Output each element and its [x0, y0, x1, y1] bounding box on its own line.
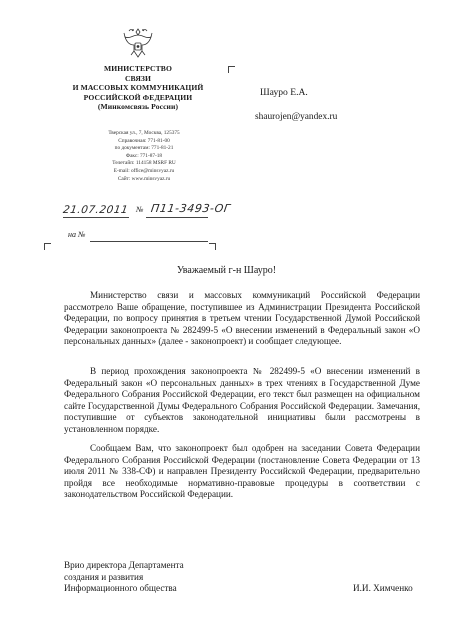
- contact-line: по документам: 771-81-21: [114, 145, 174, 152]
- signer-name: И.И. Химченко: [353, 583, 413, 593]
- registration-date: 21.07.2011: [62, 204, 129, 216]
- subject-corner-mark-right: [209, 243, 216, 250]
- ministry-name: [52, 64, 224, 112]
- russian-coat-of-arms-icon: [121, 25, 155, 61]
- ministry-contacts: [84, 130, 204, 183]
- letter-paragraph: В период прохождения законопроекта № 282499-5 «О внесении изменений в Федеральный закон «О персональных данных» в трех чтениях в Государственной Думе Федерального Собрания Российской Федерации, его текст был размещен на официальном сайте Государственной Думы Федерального Собрания Российской Федерации. Замечания, поступившие от субъектов законодательной инициативы были рассмотрены в установленном порядке.: [64, 366, 420, 434]
- contact-line: E-mail: office@minsvyaz.ru: [113, 167, 175, 174]
- registration-number: П11-3493-ОГ: [150, 202, 232, 215]
- registration-number-label: №: [136, 205, 144, 214]
- ministry-line: И МАССОВЫХ КОММУНИКАЦИЙ: [72, 83, 204, 93]
- ministry-line: РОССИЙСКОЙ ФЕДЕРАЦИИ: [83, 92, 193, 102]
- letter-paragraph: Сообщаем Вам, что законопроект был одобрен на заседании Совета Федерации Федерального Собрания Российской Федерации (постановление Совета Федерации от 13 июля 2011 № 338-СФ) и направлен Президенту Российской Федерации, предварительно пройдя все необходимые нормативно-правовые процедуры в соответствии с законодательством Российской Федерации.: [64, 443, 420, 500]
- contact-line: Сайт: www.minsvyaz.ru: [117, 175, 171, 182]
- ministry-line: МИНИСТЕРСТВО: [104, 64, 172, 73]
- subject-corner-mark-left: [44, 243, 51, 250]
- contact-line: Справочная: 771-81-00: [118, 137, 170, 144]
- contact-line: Факс: 771-87-18: [125, 152, 163, 159]
- contact-line: Тверская ул., 7, Москва, 125375: [108, 130, 180, 136]
- contact-line: Телетайп: 114158 MSRF RU: [112, 160, 176, 167]
- reference-number-underline: [90, 241, 208, 242]
- ministry-line: (Минкомсвязь России): [97, 102, 179, 112]
- recipient-corner-mark: [228, 66, 235, 73]
- signer-title-line: Информационного общества: [64, 583, 177, 594]
- signer-title-line: Врио директора Департамента: [64, 560, 184, 570]
- date-underline: [63, 217, 129, 218]
- letter-greeting: Уважаемый г-н Шауро!: [176, 265, 277, 276]
- letter-paragraph: Министерство связи и массовых коммуникаций Российской Федерации рассмотрело Ваше обращение, поступившее из Администрации Президента Российской Федерации, по вопросу принятия в третьем чтении Государственной Думой Российской Федерации законопроекта № 282499-5 «О внесении изменений в Федеральный закон «О персональных данных» (далее - законопроект) и сообщает следующее.: [64, 290, 420, 347]
- signer-title: [64, 560, 184, 595]
- signer-title-line: создания и развития: [64, 571, 144, 582]
- reference-number-label: на №: [68, 230, 86, 239]
- recipient-email: shaurojen@yandex.ru: [255, 112, 338, 122]
- ministry-line: СВЯЗИ: [124, 73, 152, 83]
- recipient-name: Шауро Е.А.: [260, 87, 308, 98]
- number-underline: [146, 217, 208, 218]
